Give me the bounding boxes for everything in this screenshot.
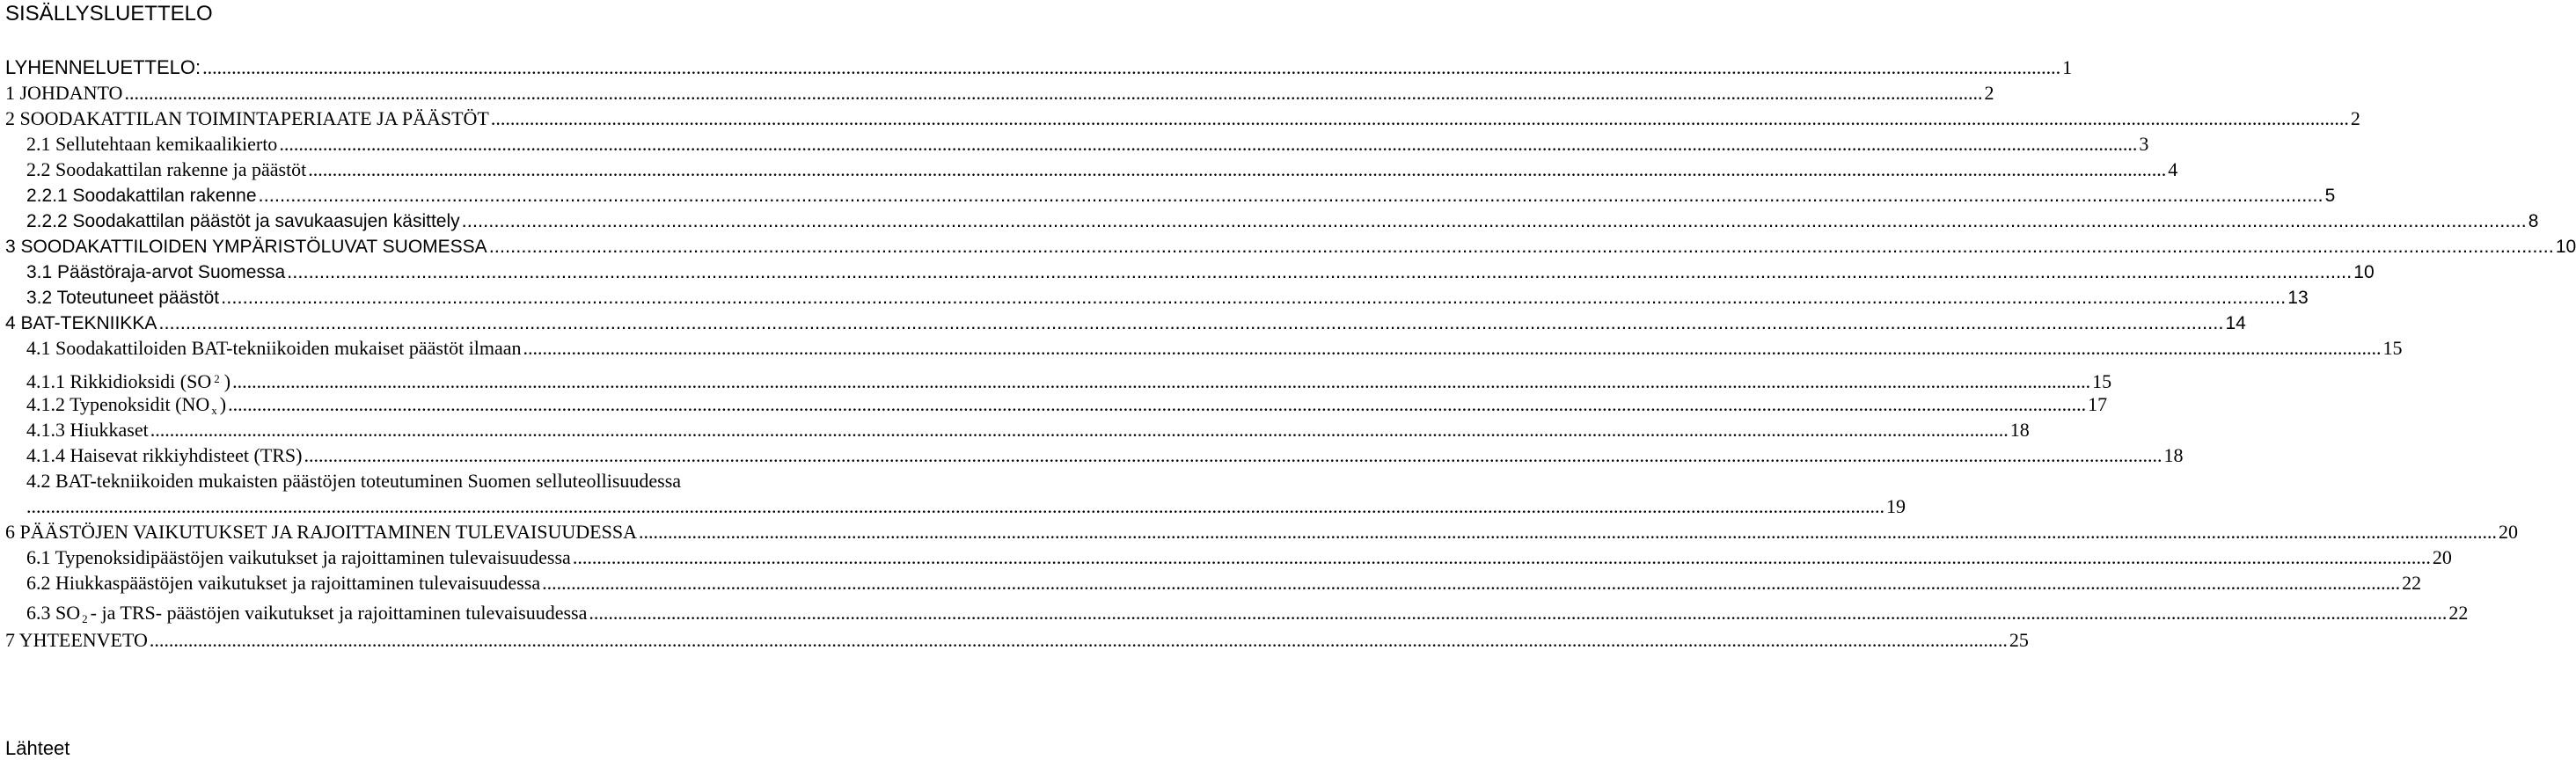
toc-leader-dots [462,209,2527,232]
toc-leader-dots [158,311,2223,334]
toc-entry[interactable] [5,56,2073,79]
toc-entry-title[interactable]: 6 PÄÄSTÖJEN VAIKUTUKSET JA RAJOITTAMINEN TULEVAISUUDESSA [5,521,637,543]
toc-entry[interactable] [5,393,2108,417]
toc-entry-title[interactable]: 1 JOHDANTO [5,82,123,104]
toc-leader-dots [150,419,2009,442]
toc-entry[interactable] [5,133,2149,156]
toc-leader-dots [232,370,2090,393]
toc-page-number: 3 [2139,133,2149,155]
toc-leader-dots [308,158,2166,181]
toc-page-number: 1 [2062,56,2073,78]
toc-entry-title-main: 4.1.1 Rikkidioksidi (SO [26,370,212,392]
toc-entry[interactable] [5,286,2309,309]
toc-entry-title[interactable]: 4.1.3 Hiukkaset [26,419,149,441]
toc-page-number: 20 [2498,521,2518,543]
toc-entry-title[interactable] [26,602,587,631]
toc-entry[interactable] [5,337,2403,360]
toc-page-number: 18 [2009,419,2030,441]
toc-entry-title[interactable] [26,368,231,393]
toc-entry-title[interactable]: 3 SOODAKATTILOIDEN YMPÄRISTÖLUVAT SUOMESSA [5,237,487,257]
toc-entry[interactable] [5,311,2246,334]
toc-leader-dots [639,521,2497,544]
toc-page-number: 5 [2324,186,2336,206]
toc-entry[interactable] [26,495,1906,518]
toc-page-number: 25 [2009,629,2029,651]
toc-leader-dots [279,133,2137,156]
toc-entry[interactable] [5,260,2375,283]
toc-entry-title[interactable]: LYHENNELUETTELO: [5,56,201,78]
toc-entry-title[interactable]: 3.1 Päästöraja-arvot Suomessa [26,262,286,282]
toc-entry-subscript: 2 [82,612,88,625]
toc-entry-title-after: - ja TRS- päästöjen vaikutukset ja rajoittaminen tulevaisuudessa [90,602,588,624]
toc-entry-title-after: ) [223,370,231,392]
toc-leader-dots [287,260,2352,283]
toc-entry[interactable] [5,572,2422,595]
toc-entry-title[interactable]: 6.1 Typenoksidipäästöjen vaikutukset ja rajoittaminen tulevaisuudessa [26,546,571,568]
sources-heading: Lähteet [5,737,70,759]
toc-entry-title[interactable]: 7 YHTEENVETO [5,629,148,651]
toc-page-number: 17 [2088,393,2108,415]
toc-leader-dots [221,286,2286,309]
toc-entry-title[interactable]: 4.1.4 Haisevat rikkiyhdisteet (TRS) [26,444,303,466]
toc-page-number: 14 [2225,313,2246,333]
toc-entry[interactable] [5,158,2178,181]
toc-entry[interactable] [5,368,2112,392]
toc-page-number: 2 [2350,107,2360,129]
toc-page-number: 2 [1984,82,1994,104]
toc-entry-title[interactable]: 2.1 Sellutehtaan kemikaalikierto [26,133,278,155]
toc-leader-dots [573,546,2431,569]
toc-entry-title[interactable]: 4.2 BAT-tekniikoiden mukaisten päästöjen toteutuminen Suomen selluteollisuudessa [26,470,682,492]
toc-leader-dots [26,495,1884,518]
toc-entry-title[interactable]: 2.2.1 Soodakattilan rakenne [26,186,257,206]
toc-leader-dots [259,184,2324,207]
toc-entry-title-after: ) [219,393,227,415]
toc-entry[interactable] [5,602,2469,625]
toc-leader-dots [304,444,2162,467]
toc-page-number: 10 [2353,262,2375,282]
toc-page-number: 22 [2402,572,2422,594]
toc-page-number: 18 [2163,444,2184,466]
toc-page-number: 10 [2555,237,2576,257]
toc-heading: SISÄLLYSLUETTELO [5,2,213,26]
toc-page-number: 15 [2382,337,2403,359]
toc-page-number: 20 [2432,546,2452,568]
toc-entry-title[interactable]: 2.2 Soodakattilan rakenne ja päästöt [26,158,307,180]
toc-entry-superscript: 2 [214,372,220,385]
toc-leader-dots [150,629,2008,652]
toc-entry-title[interactable]: 4.1 Soodakattiloiden BAT-tekniikoiden mukaiset päästöt ilmaan [26,337,522,359]
toc-entry[interactable] [5,235,2576,258]
toc-leader-dots [491,107,2349,130]
toc-leader-dots [124,82,1982,105]
toc-leader-dots [523,337,2382,360]
toc-leader-dots [542,572,2400,595]
toc-entry[interactable] [5,521,2518,544]
toc-entry-title-main: 4.1.2 Typenoksidit (NO [26,393,210,415]
toc-leader-dots [228,393,2086,416]
toc-entry[interactable] [5,629,2029,652]
toc-page-number: 22 [2448,602,2469,624]
toc-entry[interactable] [5,444,2184,467]
toc-leader-dots [489,235,2554,258]
toc-leader-dots [202,56,2060,79]
toc-entry-title[interactable]: 4 BAT-TEKNIIKKA [5,313,157,333]
toc-page-number: 4 [2168,158,2178,180]
toc-entry-title[interactable]: 3.2 Toteutuneet päästöt [26,288,220,308]
toc-entry-title[interactable]: 6.2 Hiukkaspäästöjen vaikutukset ja rajoittaminen tulevaisuudessa [26,572,541,594]
toc-entry[interactable] [5,419,2030,442]
toc-leader-dots [589,602,2447,625]
toc-page-number: 19 [1886,495,1906,517]
toc-page-number: 13 [2287,288,2309,308]
toc-page-number: 8 [2528,211,2539,231]
toc-entry[interactable] [5,107,2360,130]
toc-entry[interactable] [5,209,2539,232]
toc-entry[interactable] [5,546,2452,569]
toc-entry[interactable] [5,82,1994,105]
toc-entry-subscript: x [211,404,217,417]
toc-entry[interactable] [5,184,2336,207]
toc-page-number: 15 [2092,370,2112,392]
toc-entry-title[interactable]: 2.2.2 Soodakattilan päästöt ja savukaasujen käsittely [26,211,460,231]
toc-entry-title-main: 6.3 SO [26,602,81,624]
toc-entry-title[interactable]: 2 SOODAKATTILAN TOIMINTAPERIAATE JA PÄÄSTÖT [5,107,489,129]
